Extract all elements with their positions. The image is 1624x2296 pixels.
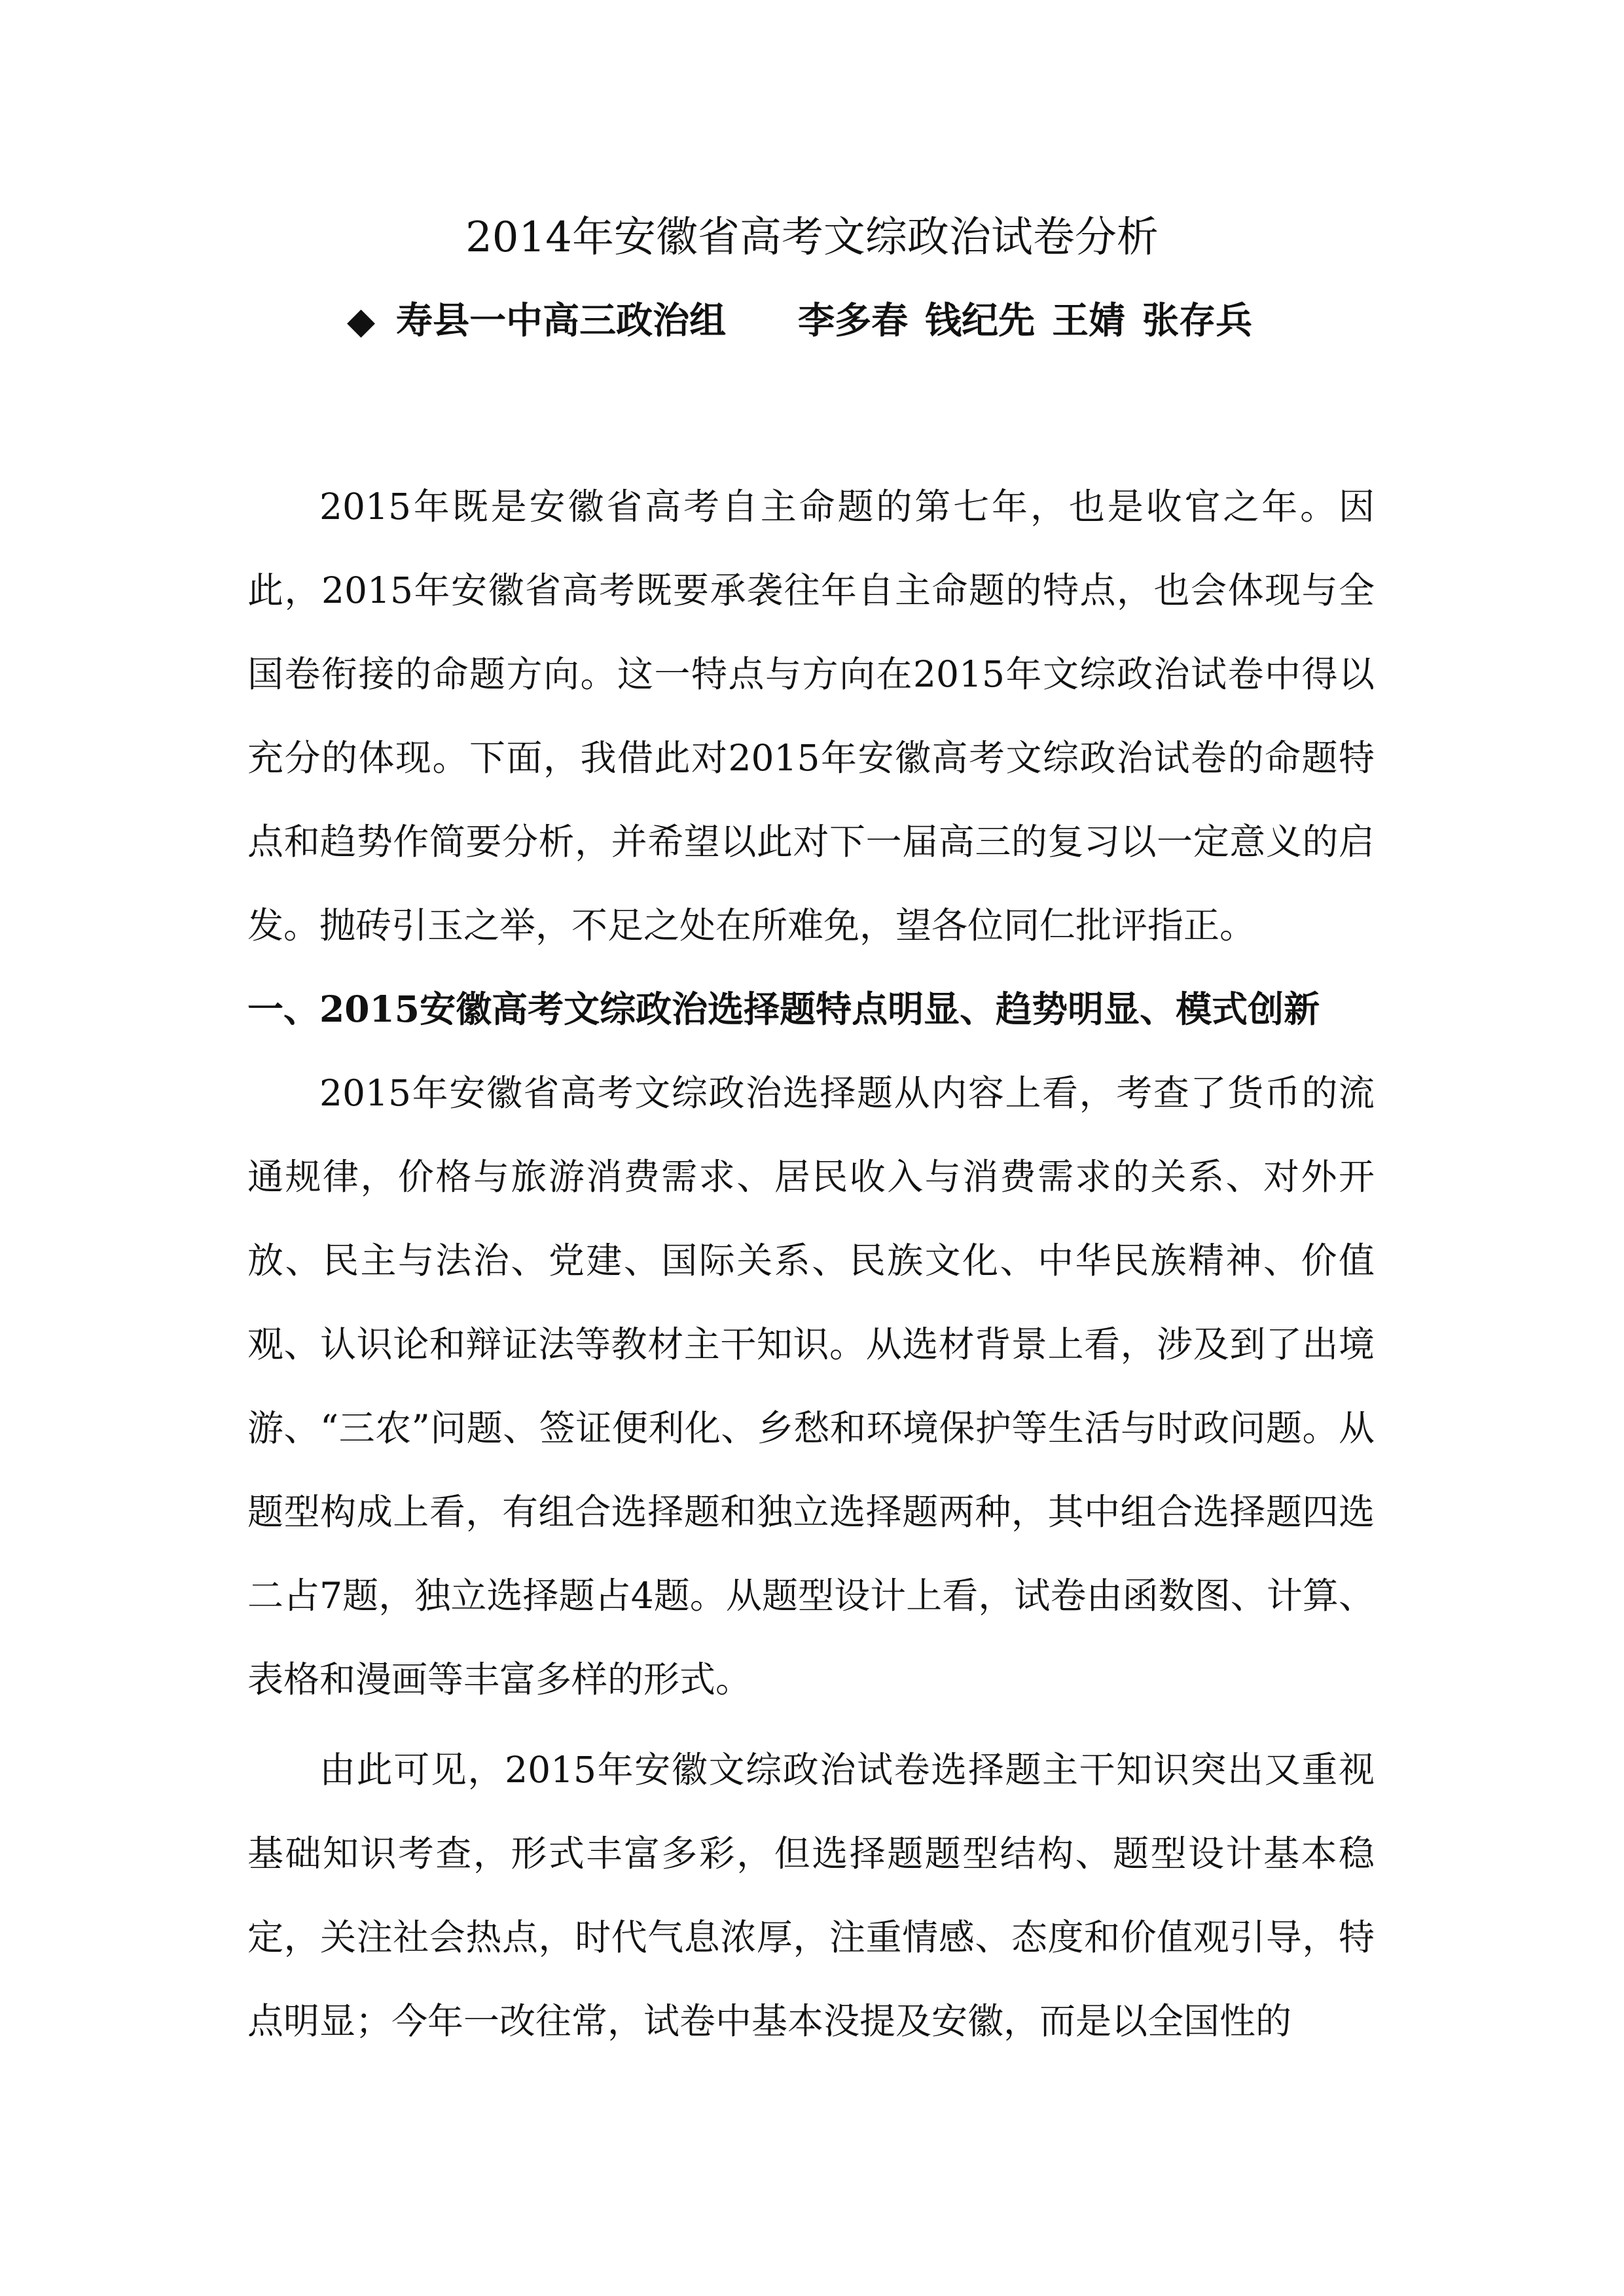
diamond-bullet-icon: ◆ bbox=[347, 299, 376, 342]
section-paragraph: 2015年安徽省高考文综政治选择题从内容上看，考查了货币的流通规律，价格与旅游消费需求、居民收入与消费需求的关系、对外开放、民主与法治、党建、国际关系、民族文化、中华民族精神、价值观、认识论和辩证法等教材主干知识。从选材背景上看，涉及到了出境游、“三农”问题、签证便利化、乡愁和环境保护等生活与时政问题。从题型构成上看，有组合选择题和独立选择题两种，其中组合选择题四选二占7题，独立选择题占4题。从题型设计上看，试卷由函数图、计算、表格和漫画等丰富多样的形式。 bbox=[247, 1072, 1375, 1700]
author-name: 钱纪先 bbox=[925, 299, 1036, 342]
intro-paragraph: 2015年既是安徽省高考自主命题的第七年，也是收官之年。因此，2015年安徽省高考既要承袭往年自主命题的特点，也会体现与全国卷衔接的命题方向。这一特点与方向在2015年文综政治试卷中得以充分的体现。下面，我借此对2015年安徽高考文综政治试卷的命题特点和趋势作简要分析，并希望以此对下一届高三的复习以一定意义的启发。抛砖引玉之举，不足之处在所难免，望各位同仁批评指正。 bbox=[247, 486, 1375, 946]
author-byline bbox=[347, 295, 1269, 347]
document-title: 2014年安徽省高考文综政治试卷分析 bbox=[465, 213, 1159, 262]
author-name: 李多春 bbox=[798, 299, 909, 342]
author-name: 张存兵 bbox=[1142, 299, 1253, 342]
section-paragraph: 由此可见，2015年安徽文综政治试卷选择题主干知识突出又重视基础知识考查，形式丰富多彩，但选择题题型结构、题型设计基本稳定，关注社会热点，时代气息浓厚，注重情感、态度和价值观引导，特点明显；今年一改往常，试卷中基本没提及安徽，而是以全国性的 bbox=[247, 1749, 1375, 2042]
section-heading: 一、2015安徽高考文综政治选择题特点明显、趋势明显、模式创新 bbox=[247, 988, 1320, 1030]
author-name: 王婧 bbox=[1052, 299, 1126, 342]
document-body bbox=[247, 465, 1375, 2063]
author-group: 寿县一中高三政治组 bbox=[396, 299, 727, 342]
